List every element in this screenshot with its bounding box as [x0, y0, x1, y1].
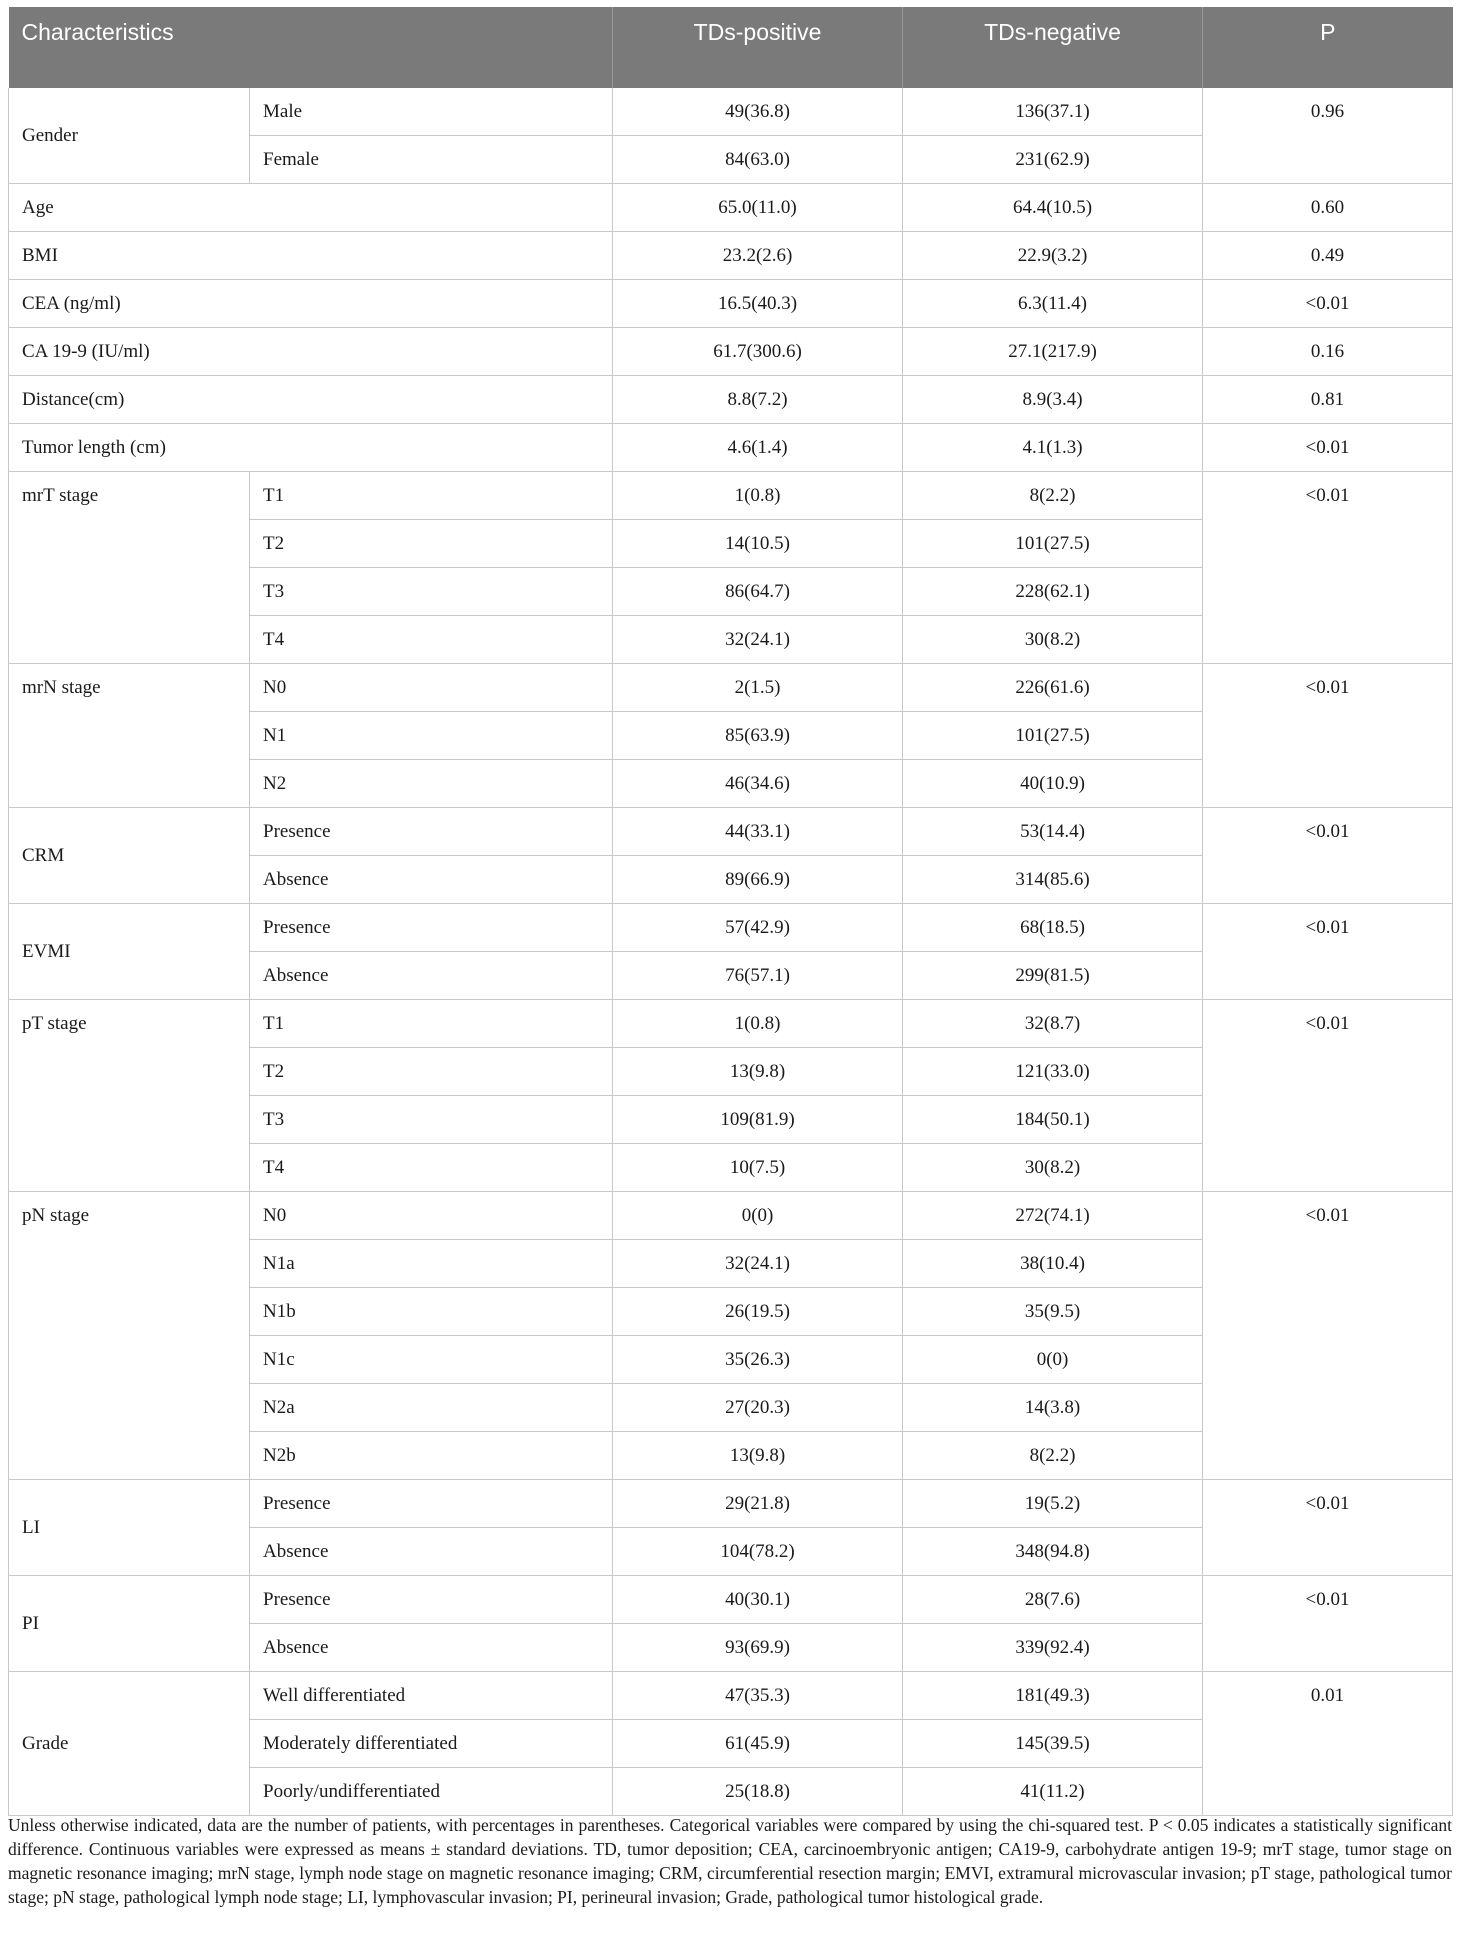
p-value: [1203, 904, 1453, 1000]
tds-positive-value-text: 49(36.8): [725, 101, 790, 122]
subcategory-label: [250, 1336, 613, 1384]
tds-negative-value-text: 121(33.0): [1015, 1061, 1090, 1082]
p-value: [1203, 808, 1453, 904]
tds-negative-value: [903, 1432, 1203, 1480]
tds-negative-value-text: 8.9(3.4): [1022, 389, 1083, 410]
tds-negative-value: [903, 1288, 1203, 1336]
tds-negative-value-text: 41(11.2): [1020, 1781, 1085, 1802]
p-value-text: <0.01: [1305, 1205, 1350, 1226]
subcategory-label: [250, 1144, 613, 1192]
tds-positive-value: [613, 1720, 903, 1768]
subcategory-label-text: N2: [263, 773, 287, 794]
tds-positive-value: [613, 760, 903, 808]
tds-negative-value-text: 4.1(1.3): [1022, 437, 1083, 458]
tds-negative-value-text: 0(0): [1036, 1349, 1069, 1370]
subcategory-label-text: T1: [263, 1013, 285, 1034]
p-value-text: <0.01: [1305, 293, 1350, 314]
tds-positive-value-text: 61(45.9): [725, 1733, 790, 1754]
tds-negative-value: [903, 952, 1203, 1000]
subcategory-label-text: Absence: [263, 1637, 329, 1658]
subcategory-label-text: Female: [263, 149, 319, 170]
characteristic-label: [9, 808, 250, 904]
tds-positive-value-text: 14(10.5): [725, 533, 790, 554]
tds-positive-value: [613, 232, 903, 280]
tds-positive-value: [613, 1240, 903, 1288]
tds-negative-value-text: 101(27.5): [1015, 725, 1090, 746]
tds-negative-value: [903, 376, 1203, 424]
subcategory-label-text: N0: [263, 1205, 287, 1226]
subcategory-label: [250, 760, 613, 808]
tds-positive-value: [613, 1048, 903, 1096]
tds-negative-value-text: 38(10.4): [1020, 1253, 1085, 1274]
tds-negative-value-text: 28(7.6): [1024, 1589, 1081, 1610]
subcategory-label: [250, 1720, 613, 1768]
characteristic-label: [9, 1576, 250, 1672]
tds-negative-value-text: 64.4(10.5): [1012, 197, 1093, 218]
table-header: [9, 7, 1453, 88]
subcategory-label-text: T1: [263, 485, 285, 506]
tds-positive-value: [613, 1432, 903, 1480]
characteristic-label: [9, 1672, 250, 1816]
table-row: [9, 472, 1453, 520]
tds-positive-value-text: 1(0.8): [734, 485, 781, 506]
p-value: [1203, 280, 1453, 328]
tds-positive-value-text: 10(7.5): [729, 1157, 786, 1178]
p-value: [1203, 88, 1453, 184]
characteristic-label: [9, 904, 250, 1000]
tds-negative-value-text: 19(5.2): [1024, 1493, 1081, 1514]
characteristic-label-text: pN stage: [22, 1205, 90, 1226]
tds-negative-value-text: 14(3.8): [1024, 1397, 1081, 1418]
tds-positive-value: [613, 280, 903, 328]
characteristic-label-text: Distance(cm): [22, 389, 125, 410]
tds-negative-value: [903, 184, 1203, 232]
subcategory-label-text: N1a: [263, 1253, 295, 1274]
tds-positive-value-text: 46(34.6): [725, 773, 790, 794]
subcategory-label: [250, 568, 613, 616]
tds-negative-value-text: 40(10.9): [1020, 773, 1085, 794]
tds-positive-value-text: 65.0(11.0): [718, 197, 797, 218]
characteristic-label-text: LI: [22, 1516, 40, 1538]
table-body: [9, 88, 1453, 1816]
tds-negative-value: [903, 568, 1203, 616]
subcategory-label-text: Absence: [263, 869, 329, 890]
p-value: [1203, 232, 1453, 280]
characteristic-label-text: Tumor length (cm): [22, 437, 166, 458]
tds-negative-value-text: 145(39.5): [1015, 1733, 1090, 1754]
header-tds-positive-label: TDs-positive: [693, 19, 822, 45]
tds-negative-value: [903, 616, 1203, 664]
tds-negative-value-text: 8(2.2): [1029, 485, 1076, 506]
tds-negative-value: [903, 1192, 1203, 1240]
tds-positive-value: [613, 952, 903, 1000]
p-value: [1203, 1576, 1453, 1672]
subcategory-label: [250, 1768, 613, 1816]
p-value-text: 0.81: [1310, 389, 1345, 410]
tds-positive-value: [613, 1480, 903, 1528]
subcategory-label: [250, 136, 613, 184]
tds-positive-value-text: 76(57.1): [725, 965, 790, 986]
tds-negative-value: [903, 1336, 1203, 1384]
p-value: [1203, 424, 1453, 472]
table-row: [9, 1672, 1453, 1720]
characteristic-label: [9, 1480, 250, 1576]
tds-negative-value-text: 228(62.1): [1015, 581, 1090, 602]
table-row: [9, 280, 1453, 328]
tds-positive-value-text: 13(9.8): [729, 1445, 786, 1466]
tds-positive-value-text: 85(63.9): [725, 725, 790, 746]
tds-positive-value-text: 1(0.8): [734, 1013, 781, 1034]
subcategory-label: [250, 664, 613, 712]
tds-negative-value-text: 226(61.6): [1015, 677, 1090, 698]
tds-positive-value-text: 29(21.8): [725, 1493, 790, 1514]
subcategory-label-text: Absence: [263, 1541, 329, 1562]
table-row: [9, 664, 1453, 712]
tds-negative-value-text: 6.3(11.4): [1018, 293, 1087, 314]
tds-negative-value: [903, 1096, 1203, 1144]
table-row: [9, 424, 1453, 472]
tds-negative-value: [903, 760, 1203, 808]
table-row: [9, 904, 1453, 952]
tds-negative-value-text: 184(50.1): [1015, 1109, 1090, 1130]
tds-negative-value-text: 53(14.4): [1020, 821, 1085, 842]
subcategory-label-text: Presence: [263, 1589, 331, 1610]
p-value-text: <0.01: [1305, 677, 1350, 698]
table-row: [9, 1000, 1453, 1048]
subcategory-label-text: Presence: [263, 1493, 331, 1514]
subcategory-label: [250, 520, 613, 568]
characteristic-label: [9, 184, 613, 232]
p-value: [1203, 376, 1453, 424]
subcategory-label: [250, 1480, 613, 1528]
tds-positive-value-text: 16.5(40.3): [717, 293, 798, 314]
characteristic-label: [9, 424, 613, 472]
p-value-text: 0.49: [1310, 245, 1345, 266]
tds-positive-value: [613, 1288, 903, 1336]
tds-positive-value: [613, 1000, 903, 1048]
subcategory-label: [250, 1576, 613, 1624]
tds-negative-value: [903, 1240, 1203, 1288]
tds-negative-value: [903, 1672, 1203, 1720]
tds-negative-value-text: 101(27.5): [1015, 533, 1090, 554]
table-footnote: Unless otherwise indicated, data are the number of patients, with percentages in parentheses. Categorical variables were compared by using the chi-squared test. P < 0.05 indicates a statistically significant difference. Continuous variables were expressed as means ± standard deviations. TD, tumor deposition; CEA, carcinoembryonic antigen; CA19-9, carbohydrate antigen 19-9; mrT stage, tumor stage on magnetic resonance imaging; mrN stage, lymph node stage on magnetic resonance imaging; CRM, circumferential resection margin; EMVI, extramural microvascular invasion; pT stage, pathological tumor stage; pN stage, pathological lymph node stage; LI, lymphovascular invasion; PI, perineural invasion; Grade, pathological tumor histological grade.: [8, 1815, 1452, 1907]
characteristic-label-text: PI: [22, 1612, 39, 1634]
tds-negative-value-text: 181(49.3): [1015, 1685, 1090, 1706]
subcategory-label: [250, 616, 613, 664]
characteristic-label-text: CA 19-9 (IU/ml): [22, 341, 150, 362]
tds-negative-value: [903, 1624, 1203, 1672]
tds-negative-value: [903, 520, 1203, 568]
tds-negative-value-text: 22.9(3.2): [1017, 245, 1088, 266]
subcategory-label-text: Presence: [263, 917, 331, 938]
characteristic-label: [9, 472, 250, 664]
characteristic-label-text: Age: [22, 197, 54, 218]
table-row: [9, 88, 1453, 136]
p-value-text: <0.01: [1305, 1589, 1350, 1610]
p-value: [1203, 472, 1453, 664]
subcategory-label: [250, 1528, 613, 1576]
table-row: [9, 808, 1453, 856]
header-tds-negative: [903, 7, 1203, 88]
tds-positive-value: [613, 904, 903, 952]
tds-positive-value: [613, 568, 903, 616]
tds-positive-value-text: 4.6(1.4): [727, 437, 788, 458]
tds-positive-value-text: 47(35.3): [725, 1685, 790, 1706]
subcategory-label: [250, 1240, 613, 1288]
table-row: [9, 328, 1453, 376]
p-value-text: <0.01: [1305, 1013, 1350, 1034]
tds-negative-value-text: 314(85.6): [1015, 869, 1090, 890]
characteristic-label-text: EVMI: [22, 940, 71, 962]
subcategory-label-text: T3: [263, 1109, 285, 1130]
p-value-text: 0.96: [1310, 101, 1345, 122]
p-value: [1203, 664, 1453, 808]
tds-negative-value: [903, 424, 1203, 472]
subcategory-label: [250, 1096, 613, 1144]
tds-positive-value: [613, 520, 903, 568]
subcategory-label-text: N0: [263, 677, 287, 698]
subcategory-label-text: Presence: [263, 821, 331, 842]
tds-negative-value: [903, 232, 1203, 280]
tds-negative-value: [903, 472, 1203, 520]
tds-positive-value: [613, 856, 903, 904]
header-tds-negative-label: TDs-negative: [984, 19, 1121, 45]
subcategory-label-text: N2a: [263, 1397, 295, 1418]
subcategory-label: [250, 472, 613, 520]
tds-negative-value: [903, 1144, 1203, 1192]
tds-positive-value-text: 32(24.1): [725, 1253, 790, 1274]
tds-positive-value-text: 27(20.3): [725, 1397, 790, 1418]
tds-negative-value-text: 136(37.1): [1015, 101, 1090, 122]
subcategory-label-text: Poorly/undifferentiated: [263, 1781, 440, 1802]
tds-positive-value: [613, 1576, 903, 1624]
tds-positive-value: [613, 1384, 903, 1432]
characteristic-label: [9, 280, 613, 328]
subcategory-label: [250, 856, 613, 904]
subcategory-label: [250, 1288, 613, 1336]
p-value-text: 0.60: [1310, 197, 1345, 218]
subcategory-label-text: N2b: [263, 1445, 296, 1466]
tds-negative-value: [903, 328, 1203, 376]
characteristic-label: [9, 1192, 250, 1480]
characteristic-label: [9, 664, 250, 808]
tds-positive-value: [613, 1624, 903, 1672]
subcategory-label: [250, 1624, 613, 1672]
tds-positive-value: [613, 136, 903, 184]
tds-negative-value-text: 32(8.7): [1024, 1013, 1081, 1034]
tds-negative-value: [903, 280, 1203, 328]
characteristic-label: [9, 328, 613, 376]
subcategory-label-text: N1b: [263, 1301, 296, 1322]
subcategory-label-text: Well differentiated: [263, 1685, 406, 1706]
tds-negative-value: [903, 904, 1203, 952]
characteristic-label-text: BMI: [22, 245, 58, 266]
header-tds-positive: [613, 7, 903, 88]
tds-negative-value-text: 35(9.5): [1024, 1301, 1081, 1322]
tds-positive-value-text: 25(18.8): [725, 1781, 790, 1802]
tds-positive-value: [613, 616, 903, 664]
characteristic-label-text: CRM: [22, 844, 65, 866]
tds-negative-value-text: 348(94.8): [1015, 1541, 1090, 1562]
tds-positive-value-text: 23.2(2.6): [722, 245, 793, 266]
characteristics-table: [8, 7, 1453, 1816]
tds-positive-value-text: 93(69.9): [725, 1637, 790, 1658]
tds-negative-value: [903, 664, 1203, 712]
tds-positive-value-text: 61.7(300.6): [713, 341, 802, 362]
subcategory-label-text: Moderately differentiated: [263, 1733, 458, 1754]
p-value-text: 0.16: [1310, 341, 1345, 362]
tds-negative-value-text: 68(18.5): [1020, 917, 1085, 938]
tds-positive-value-text: 109(81.9): [720, 1109, 795, 1130]
tds-positive-value-text: 2(1.5): [734, 677, 781, 698]
tds-positive-value-text: 84(63.0): [725, 149, 790, 170]
tds-negative-value-text: 299(81.5): [1015, 965, 1090, 986]
subcategory-label-text: N1c: [263, 1349, 295, 1370]
p-value: [1203, 1480, 1453, 1576]
tds-negative-value-text: 30(8.2): [1024, 1157, 1081, 1178]
tds-positive-value-text: 40(30.1): [725, 1589, 790, 1610]
subcategory-label: [250, 1432, 613, 1480]
tds-negative-value: [903, 1528, 1203, 1576]
tds-negative-value: [903, 808, 1203, 856]
subcategory-label-text: Male: [263, 101, 303, 122]
subcategory-label-text: T2: [263, 533, 285, 554]
tds-negative-value-text: 231(62.9): [1015, 149, 1090, 170]
subcategory-label-text: T3: [263, 581, 285, 602]
tds-positive-value-text: 57(42.9): [725, 917, 790, 938]
header-characteristics-label: Characteristics: [21, 19, 174, 45]
tds-positive-value: [613, 1144, 903, 1192]
tds-negative-value: [903, 712, 1203, 760]
subcategory-label: [250, 952, 613, 1000]
tds-positive-value: [613, 1672, 903, 1720]
table-row: [9, 376, 1453, 424]
tds-positive-value: [613, 328, 903, 376]
p-value: [1203, 1000, 1453, 1192]
subcategory-label: [250, 1048, 613, 1096]
table-row: [9, 1192, 1453, 1240]
table-row: [9, 1576, 1453, 1624]
p-value-text: 0.01: [1310, 1685, 1345, 1706]
characteristic-label-text: Gender: [22, 124, 78, 146]
tds-negative-value: [903, 1000, 1203, 1048]
table-row: [9, 232, 1453, 280]
tds-positive-value: [613, 1096, 903, 1144]
p-value-text: <0.01: [1305, 821, 1350, 842]
tds-positive-value-text: 26(19.5): [725, 1301, 790, 1322]
tds-negative-value: [903, 1480, 1203, 1528]
tds-positive-value-text: 32(24.1): [725, 629, 790, 650]
tds-positive-value: [613, 1528, 903, 1576]
characteristic-label: [9, 232, 613, 280]
p-value: [1203, 1672, 1453, 1816]
tds-positive-value-text: 8.8(7.2): [727, 389, 788, 410]
characteristic-label: [9, 376, 613, 424]
p-value: [1203, 184, 1453, 232]
tds-positive-value: [613, 376, 903, 424]
tds-negative-value-text: 339(92.4): [1015, 1637, 1090, 1658]
p-value: [1203, 1192, 1453, 1480]
subcategory-label: [250, 1672, 613, 1720]
tds-positive-value: [613, 664, 903, 712]
characteristic-label-text: mrT stage: [22, 485, 99, 506]
characteristic-label-text: CEA (ng/ml): [22, 293, 121, 314]
tds-positive-value: [613, 88, 903, 136]
subcategory-label: [250, 712, 613, 760]
p-value-text: <0.01: [1305, 485, 1350, 506]
subcategory-label-text: T2: [263, 1061, 285, 1082]
header-p-value-label: P: [1320, 19, 1336, 45]
p-value: [1203, 328, 1453, 376]
subcategory-label: [250, 904, 613, 952]
subcategory-label-text: T4: [263, 1157, 285, 1178]
subcategory-label: [250, 1000, 613, 1048]
tds-negative-value: [903, 136, 1203, 184]
tds-positive-value-text: 35(26.3): [725, 1349, 790, 1370]
tds-negative-value-text: 272(74.1): [1015, 1205, 1090, 1226]
table-row: [9, 1480, 1453, 1528]
characteristic-label-text: mrN stage: [22, 677, 101, 698]
subcategory-label-text: T4: [263, 629, 285, 650]
table-row: [9, 184, 1453, 232]
tds-positive-value: [613, 712, 903, 760]
tds-negative-value: [903, 1384, 1203, 1432]
tds-positive-value-text: 89(66.9): [725, 869, 790, 890]
tds-negative-value: [903, 1720, 1203, 1768]
p-value-text: <0.01: [1305, 1493, 1350, 1514]
tds-positive-value: [613, 472, 903, 520]
tds-negative-value: [903, 1576, 1203, 1624]
tds-positive-value-text: 13(9.8): [729, 1061, 786, 1082]
characteristics-table-container: [8, 7, 1452, 1816]
subcategory-label-text: Absence: [263, 965, 329, 986]
tds-positive-value: [613, 424, 903, 472]
header-characteristics: [9, 7, 613, 88]
characteristic-label: [9, 1000, 250, 1192]
tds-negative-value-text: 8(2.2): [1029, 1445, 1076, 1466]
characteristic-label: [9, 88, 250, 184]
tds-positive-value-text: 86(64.7): [725, 581, 790, 602]
subcategory-label-text: N1: [263, 725, 287, 746]
tds-positive-value: [613, 1336, 903, 1384]
header-row: [9, 7, 1453, 88]
tds-negative-value: [903, 88, 1203, 136]
subcategory-label: [250, 1384, 613, 1432]
tds-positive-value: [613, 1768, 903, 1816]
tds-negative-value-text: 30(8.2): [1024, 629, 1081, 650]
tds-positive-value-text: 44(33.1): [725, 821, 790, 842]
p-value-text: <0.01: [1305, 917, 1350, 938]
tds-negative-value: [903, 856, 1203, 904]
tds-positive-value: [613, 184, 903, 232]
p-value-text: <0.01: [1305, 437, 1350, 458]
tds-positive-value: [613, 808, 903, 856]
subcategory-label: [250, 1192, 613, 1240]
tds-positive-value-text: 0(0): [741, 1205, 774, 1226]
tds-negative-value-text: 27.1(217.9): [1008, 341, 1097, 362]
subcategory-label: [250, 88, 613, 136]
characteristic-label-text: pT stage: [22, 1013, 87, 1034]
tds-positive-value: [613, 1192, 903, 1240]
tds-negative-value: [903, 1768, 1203, 1816]
header-p-value: [1203, 7, 1453, 88]
tds-positive-value-text: 104(78.2): [720, 1541, 795, 1562]
subcategory-label: [250, 808, 613, 856]
characteristic-label-text: Grade: [22, 1732, 69, 1754]
tds-negative-value: [903, 1048, 1203, 1096]
